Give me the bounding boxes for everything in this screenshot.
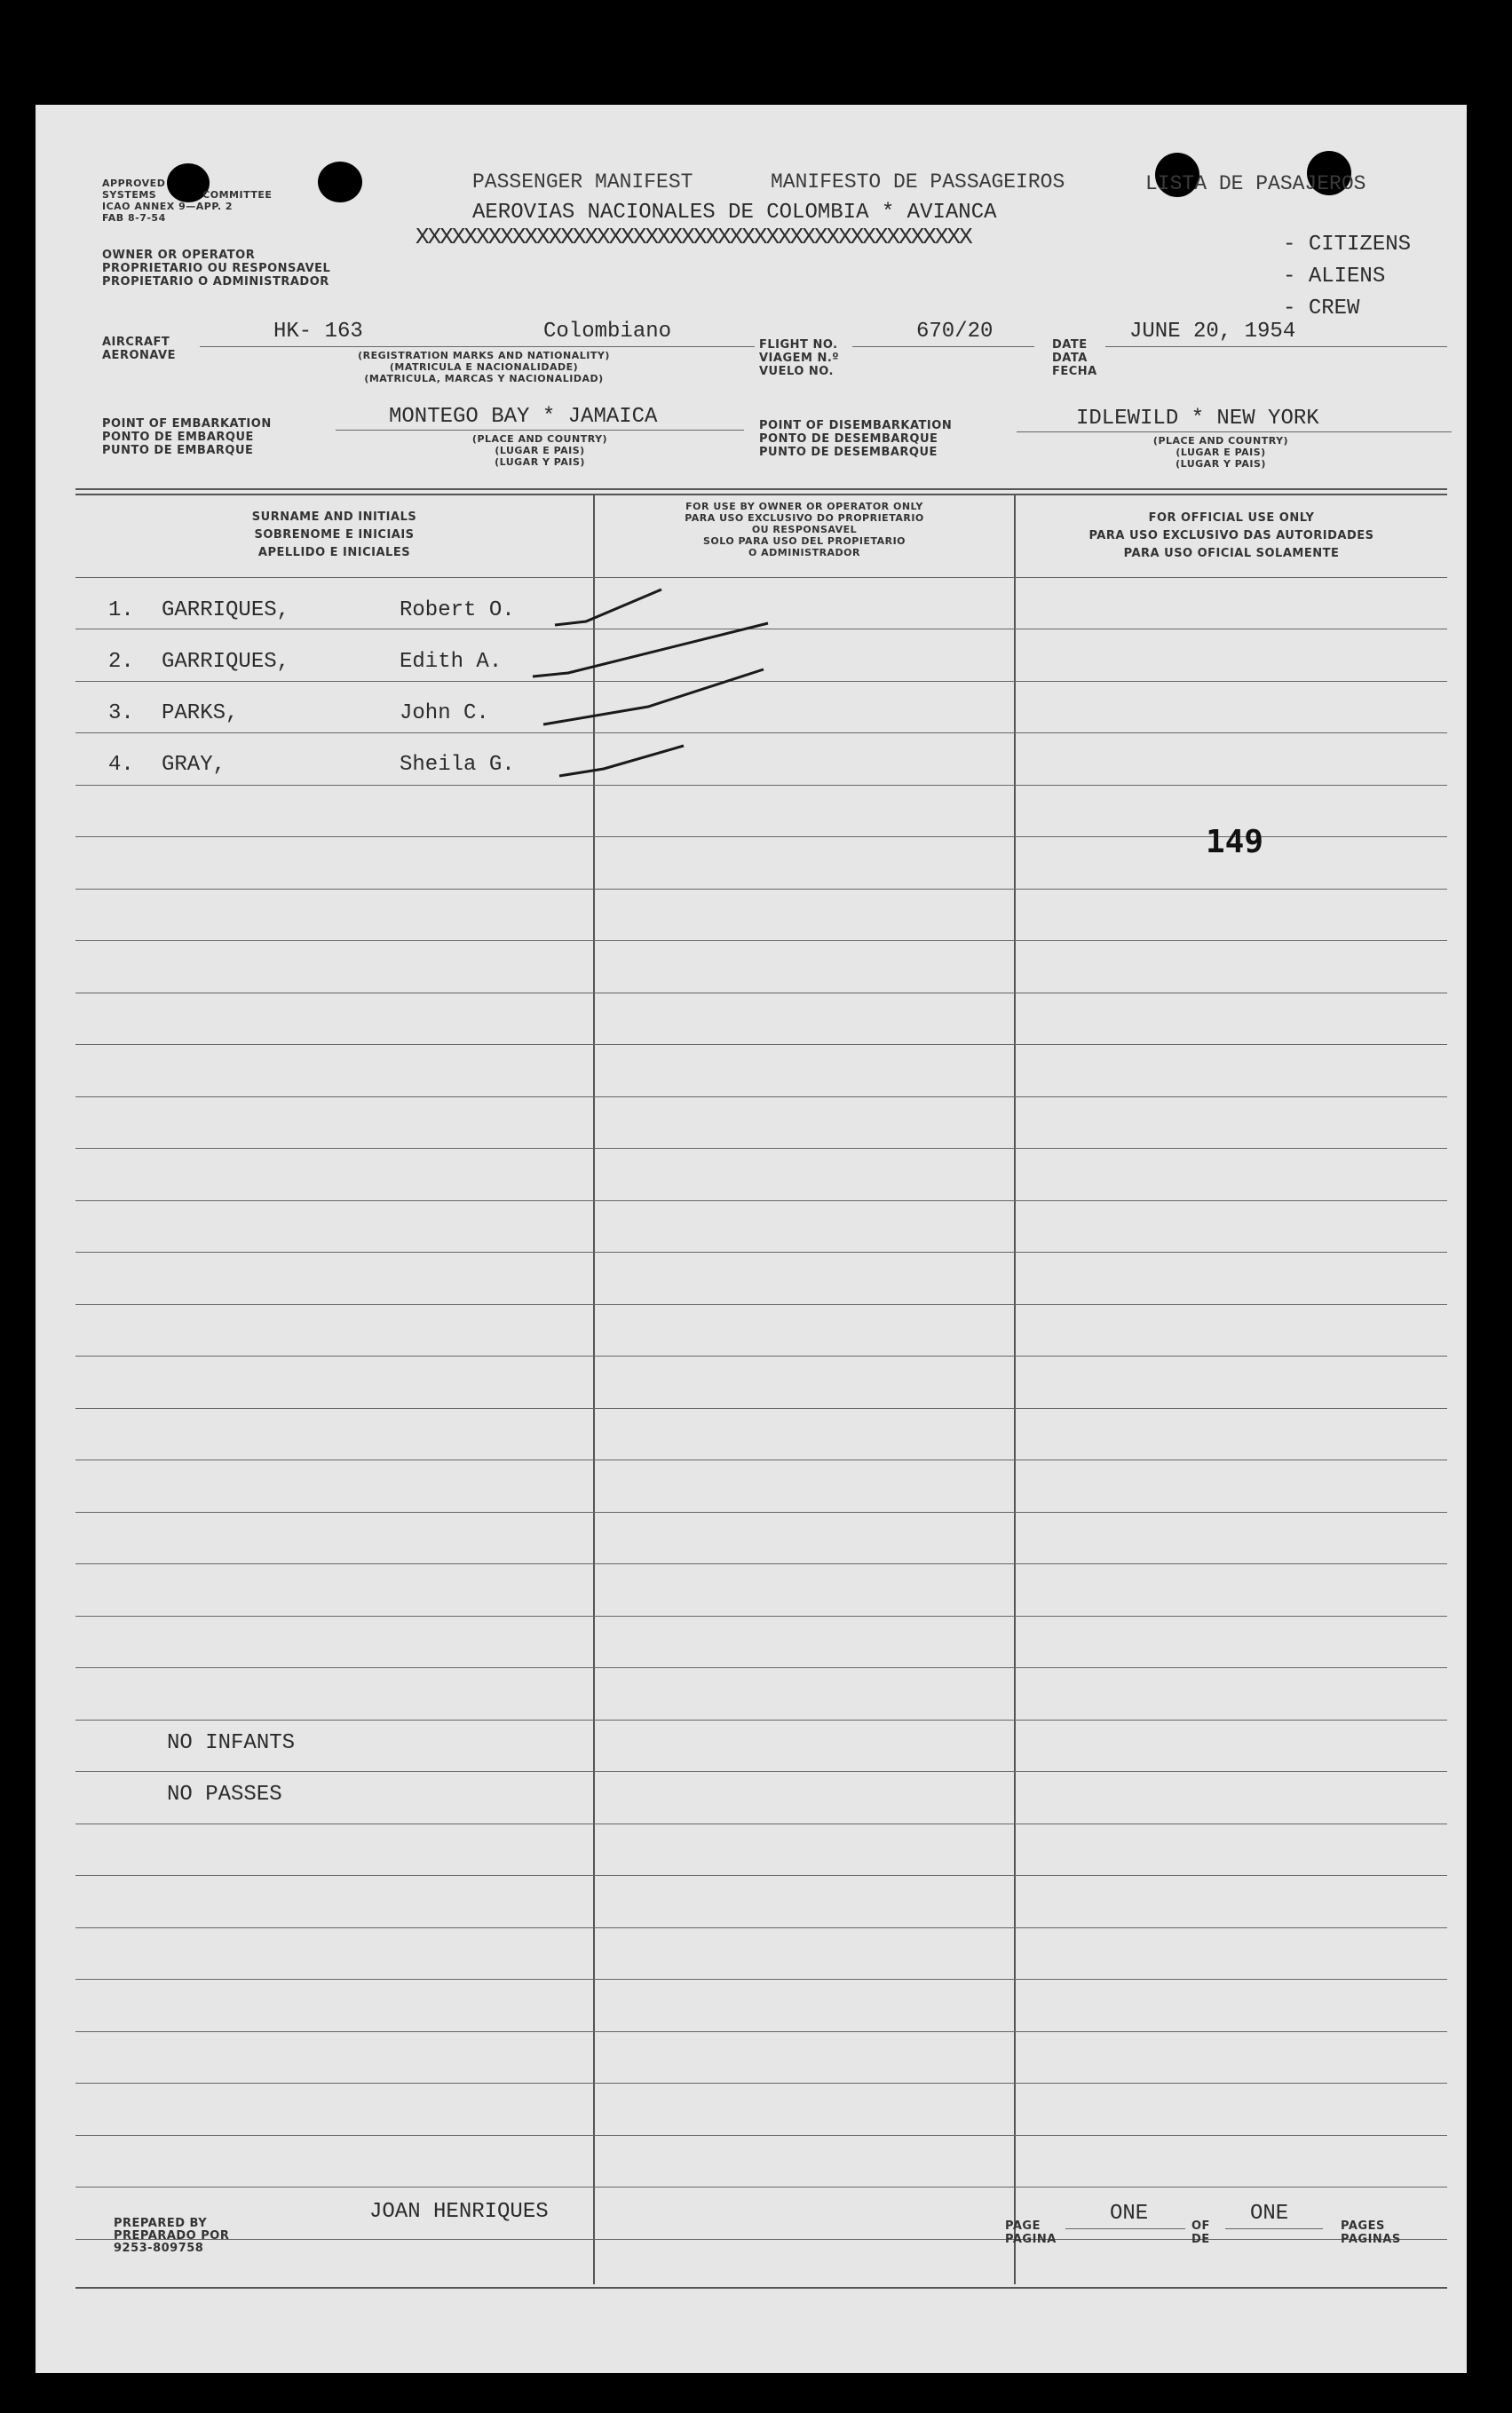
page-label: PAGE: [1005, 2219, 1041, 2233]
flight-label: VIAGEM N.º: [759, 352, 840, 365]
caption-line: (MATRICULA E NACIONALIDADE): [389, 361, 579, 373]
table-rule: [75, 1356, 1447, 1357]
column-header-line: PARA USO EXCLUSIVO DAS AUTORIDADES: [1088, 529, 1374, 542]
page-label: PAGINA: [1005, 2233, 1057, 2246]
table-rule: [75, 1252, 1447, 1253]
check-mark: [555, 589, 661, 625]
table-rule: [75, 1563, 1447, 1564]
passenger-given-name: John C.: [400, 701, 489, 725]
prepared-by-labels: [114, 2218, 229, 2255]
aircraft-registration: HK- 163: [273, 320, 363, 344]
embarkation-label: PUNTO DE EMBARQUE: [102, 444, 254, 457]
check-mark: [543, 669, 764, 724]
approval-line: COMMITTEE: [202, 189, 273, 201]
passenger-surname: GARRIQUES,: [162, 598, 290, 622]
table-rule: [75, 1304, 1447, 1305]
of-labels: [1191, 2219, 1210, 2246]
manifest-sheet: [36, 105, 1467, 2373]
embarkation-value: MONTEGO BAY * JAMAICA: [389, 405, 658, 429]
title-spanish: LISTA DE PASAJEROS: [1145, 172, 1366, 195]
passenger-given-name: Robert O.: [400, 598, 515, 622]
caption-line: (REGISTRATION MARKS AND NATIONALITY): [358, 350, 610, 361]
aircraft-label: AERONAVE: [102, 349, 177, 362]
form-number: 9253-809758: [114, 2242, 204, 2255]
caption-line: (PLACE AND COUNTRY): [1152, 435, 1289, 447]
category-list: - CITIZENS - ALIENS - CREW: [1283, 233, 1412, 320]
caption-line: (LUGAR Y PAIS): [1176, 458, 1266, 470]
flight-number: 670/20: [916, 320, 993, 344]
table-rule: [75, 2135, 1447, 2136]
caption-line: (MATRICULA, MARCAS Y NACIONALIDAD): [364, 373, 604, 384]
passenger-number: 4.: [108, 753, 134, 777]
caption-line: (LUGAR Y PAIS): [495, 456, 585, 468]
table-rule: [75, 2031, 1447, 2032]
table-rule: [75, 2239, 1447, 2240]
category-aliens: ALIENS: [1308, 265, 1386, 289]
stamp-number: 149: [1206, 824, 1264, 860]
table-rule: [75, 1720, 1447, 1721]
of-label: DE: [1191, 2233, 1210, 2246]
approval-line: APPROVED: [102, 178, 166, 189]
table-rule: [75, 1979, 1447, 1980]
title-english: PASSENGER MANIFEST: [472, 170, 693, 194]
table-rule: [75, 1927, 1447, 1928]
pages-label: PAGES: [1341, 2219, 1385, 2233]
embarkation-label: POINT OF EMBARKATION: [102, 417, 272, 431]
column-header-line: SURNAME AND INITIALS: [251, 510, 417, 524]
table-rule: [75, 889, 1447, 890]
check-mark: [533, 623, 768, 676]
category-citizens: CITIZENS: [1308, 233, 1412, 257]
approval-line: SYSTEMS: [102, 189, 157, 201]
date-label: DATA: [1052, 352, 1088, 365]
title-portuguese: MANIFESTO DE PASSAGEIROS: [771, 170, 1065, 194]
column-header-line: PARA USO EXCLUSIVO DO PROPRIETARIO: [685, 512, 924, 524]
table-rule: [75, 1096, 1447, 1097]
check-mark: [559, 746, 684, 776]
flight-label: VUELO NO.: [759, 365, 834, 378]
owner-label: PROPRIETARIO OU RESPONSAVEL: [102, 262, 331, 275]
disembarkation-value: IDLEWILD * NEW YORK: [1076, 407, 1319, 431]
table-rule: [75, 1148, 1447, 1149]
column-header-line: PARA USO OFICIAL SOLAMENTE: [1123, 547, 1340, 560]
embarkation-label: PONTO DE EMBARQUE: [102, 431, 254, 444]
column-header-line: SOLO PARA USO DEL PROPIETARIO: [702, 535, 906, 547]
pages-label: PAGINAS: [1341, 2233, 1401, 2246]
approval-line: FAB 8-7-54: [102, 212, 166, 224]
column-header-line: SOBRENOME E INICIAIS: [254, 528, 415, 542]
table-rule: [75, 1044, 1447, 1045]
passenger-given-name: Sheila G.: [400, 753, 515, 777]
disembarkation-label: PUNTO DE DESEMBARQUE: [759, 446, 938, 459]
table-rule: [75, 2083, 1447, 2084]
airline-name: AEROVIAS NACIONALES DE COLOMBIA * AVIANCA: [472, 201, 997, 225]
column-header-line: FOR OFFICIAL USE ONLY: [1148, 511, 1315, 525]
caption-line: (PLACE AND COUNTRY): [471, 433, 608, 445]
table-rule: [75, 1875, 1447, 1876]
table-rule: [75, 940, 1447, 941]
disembarkation-label: POINT OF DISEMBARKATION: [759, 419, 953, 432]
approval-line: ICAO ANNEX 9—APP. 2: [102, 201, 234, 212]
check-marks: [36, 105, 1467, 815]
table-rule: [75, 1512, 1447, 1513]
table-rule: [75, 1408, 1447, 1409]
struck-out-line: XXXXXXXXXXXXXXXXXXXXXXXXXXXXXXXXXXXXXXXXXXXXXX: [416, 224, 971, 250]
passenger-number: 2.: [108, 650, 134, 674]
note-no-passes: NO PASSES: [167, 1783, 282, 1807]
table-rule: [75, 1200, 1447, 1201]
date-label: FECHA: [1052, 365, 1097, 378]
aircraft-name: Colombiano: [543, 320, 672, 344]
category-crew: CREW: [1308, 297, 1360, 320]
owner-label: OWNER OR OPERATOR: [102, 249, 256, 262]
caption-line: (LUGAR E PAIS): [1176, 447, 1266, 458]
passenger-surname: PARKS,: [162, 701, 239, 725]
prepared-label: PREPARED BY: [114, 2217, 208, 2230]
column-header-line: APELLIDO E INICIALES: [257, 546, 411, 559]
prepared-label: PREPARADO POR: [114, 2229, 230, 2243]
table-rule: [75, 1667, 1447, 1668]
column-header-line: FOR USE BY OWNER OR OPERATOR ONLY: [685, 501, 923, 512]
note-no-infants: NO INFANTS: [167, 1731, 296, 1755]
passenger-surname: GARRIQUES,: [162, 650, 290, 674]
of-label: OF: [1191, 2219, 1210, 2233]
column-header-line: O ADMINISTRADOR: [748, 547, 861, 558]
date-value: JUNE 20, 1954: [1129, 320, 1296, 344]
pages-labels: [1341, 2219, 1401, 2246]
page-number: ONE: [1110, 2202, 1149, 2226]
date-label: DATE: [1052, 338, 1088, 352]
caption-line: (LUGAR E PAIS): [495, 445, 585, 456]
column-header-line: OU RESPONSAVEL: [751, 524, 858, 535]
aircraft-label: AIRCRAFT: [102, 336, 170, 349]
page-labels: [1005, 2219, 1057, 2246]
passenger-number: 3.: [108, 701, 134, 725]
passenger-number: 1.: [108, 598, 134, 622]
passenger-surname: GRAY,: [162, 753, 226, 777]
table-rule: [75, 2187, 1447, 2188]
flight-label: FLIGHT NO.: [759, 338, 838, 352]
table-rule: [75, 1771, 1447, 1772]
prepared-by-name: JOAN HENRIQUES: [369, 2200, 549, 2224]
passenger-given-name: Edith A.: [400, 650, 503, 674]
total-pages: ONE: [1250, 2202, 1289, 2226]
owner-label: PROPIETARIO O ADMINISTRADOR: [102, 275, 329, 289]
table-rule: [75, 1616, 1447, 1617]
disembarkation-label: PONTO DE DESEMBARQUE: [759, 432, 938, 446]
